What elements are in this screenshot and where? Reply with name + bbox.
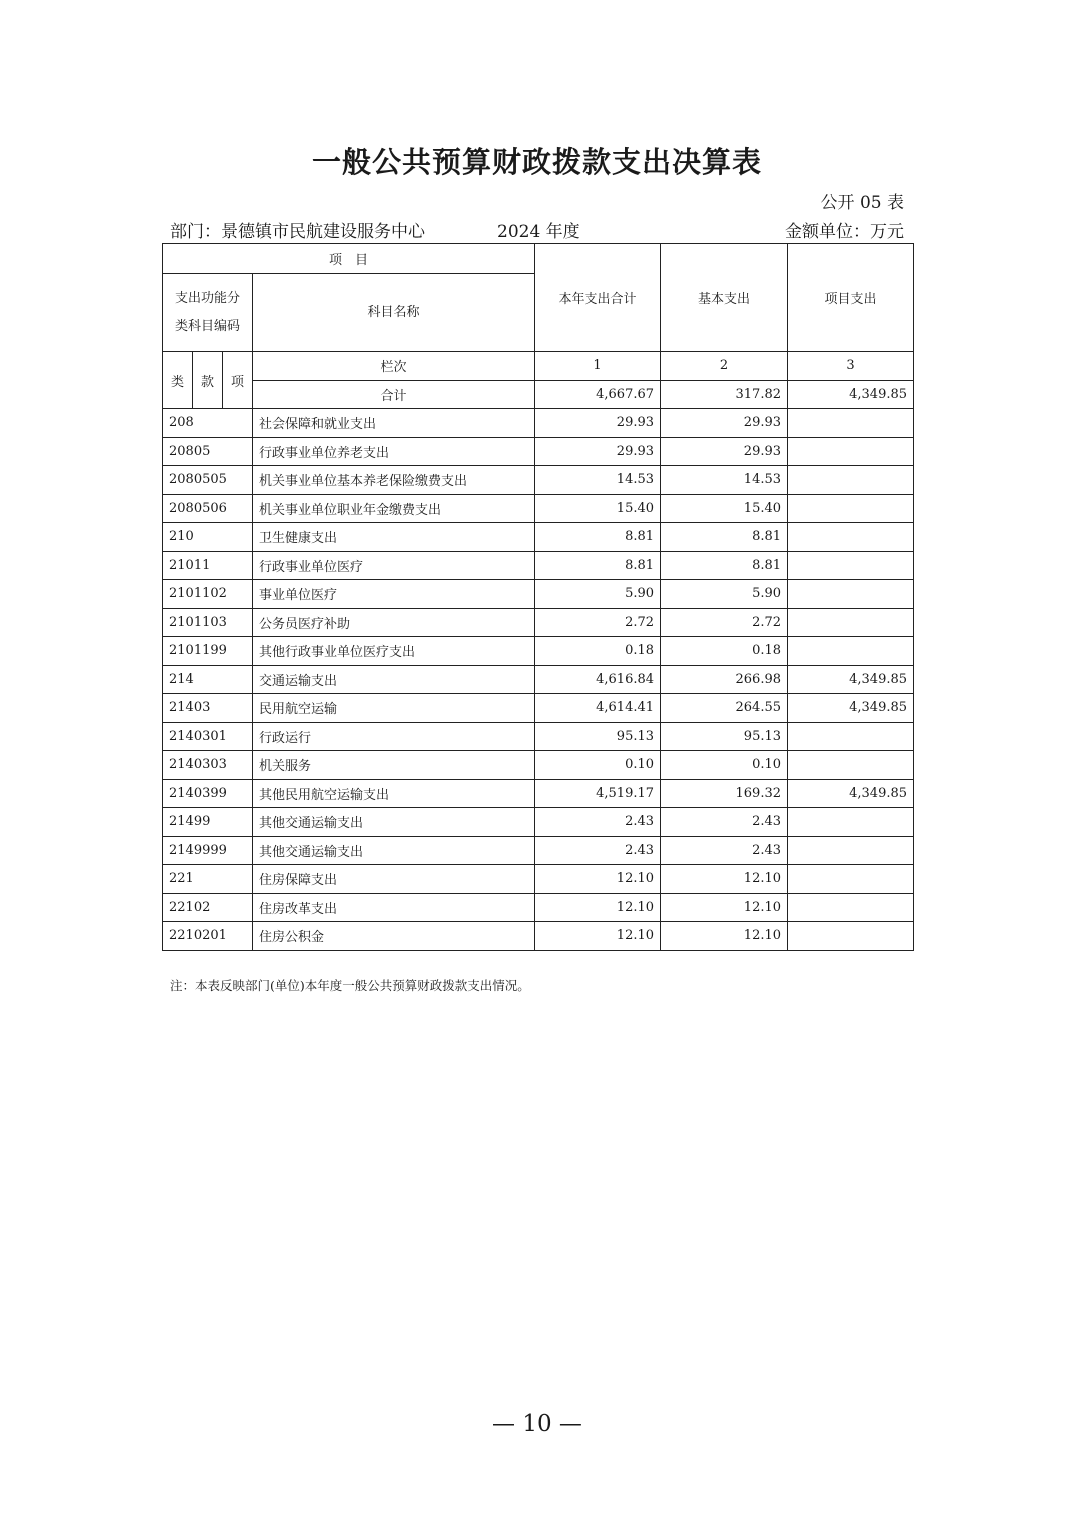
row-name: 行政事业单位医疗 — [253, 551, 535, 580]
row-name: 机关服务 — [253, 751, 535, 780]
row-name: 行政事业单位养老支出 — [253, 437, 535, 466]
row-total: 29.93 — [535, 437, 661, 466]
row-basic: 14.53 — [661, 466, 788, 495]
table-row — [163, 466, 914, 495]
row-name: 住房公积金 — [253, 922, 535, 951]
table-row — [163, 694, 914, 723]
table-row — [163, 779, 914, 808]
row-basic: 5.90 — [661, 580, 788, 609]
header-lei: 类 — [163, 352, 193, 409]
row-total: 29.93 — [535, 409, 661, 438]
row-code: 21403 — [163, 694, 253, 723]
total-project: 4,349.85 — [788, 380, 914, 409]
table-note: 注：本表反映部门(单位)本年度一般公共预算财政拨款支出情况。 — [170, 978, 530, 993]
row-code: 2140301 — [163, 722, 253, 751]
row-name: 其他行政事业单位医疗支出 — [253, 637, 535, 666]
row-project — [788, 494, 914, 523]
amount-unit: 金额单位：万元 — [785, 222, 904, 242]
table-row — [163, 523, 914, 552]
total-label: 合计 — [253, 380, 535, 409]
row-project — [788, 437, 914, 466]
row-total: 5.90 — [535, 580, 661, 609]
row-name: 交通运输支出 — [253, 665, 535, 694]
row-project — [788, 893, 914, 922]
row-basic: 12.10 — [661, 922, 788, 951]
row-code: 21499 — [163, 808, 253, 837]
total-basic: 317.82 — [661, 380, 788, 409]
row-name: 机关事业单位职业年金缴费支出 — [253, 494, 535, 523]
expenditure-table — [162, 243, 914, 951]
row-total: 4,519.17 — [535, 779, 661, 808]
row-project — [788, 751, 914, 780]
row-project — [788, 580, 914, 609]
row-basic: 0.18 — [661, 637, 788, 666]
header-name: 科目名称 — [253, 274, 535, 352]
row-basic: 12.10 — [661, 893, 788, 922]
header-kuan: 款 — [193, 352, 223, 409]
header-item: 项 目 — [163, 244, 535, 274]
row-name: 其他民用航空运输支出 — [253, 779, 535, 808]
row-code: 22102 — [163, 893, 253, 922]
row-code: 2101102 — [163, 580, 253, 609]
row-total: 12.10 — [535, 922, 661, 951]
table-row — [163, 893, 914, 922]
row-project — [788, 836, 914, 865]
row-name: 行政运行 — [253, 722, 535, 751]
row-project: 4,349.85 — [788, 779, 914, 808]
row-name: 卫生健康支出 — [253, 523, 535, 552]
department-label: 部门：景德镇市民航建设服务中心 — [170, 222, 425, 242]
row-code: 20805 — [163, 437, 253, 466]
header-basic: 基本支出 — [661, 244, 788, 352]
row-name: 社会保障和就业支出 — [253, 409, 535, 438]
row-project — [788, 608, 914, 637]
row-basic: 95.13 — [661, 722, 788, 751]
row-code: 21011 — [163, 551, 253, 580]
row-project — [788, 637, 914, 666]
table-row — [163, 922, 914, 951]
table-row — [163, 437, 914, 466]
row-basic: 29.93 — [661, 409, 788, 438]
row-total: 14.53 — [535, 466, 661, 495]
row-basic: 8.81 — [661, 551, 788, 580]
header-code-group: 支出功能分类科目编码 — [163, 274, 253, 352]
row-basic: 266.98 — [661, 665, 788, 694]
row-code: 208 — [163, 409, 253, 438]
row-name: 公务员医疗补助 — [253, 608, 535, 637]
table-row — [163, 551, 914, 580]
table-row — [163, 808, 914, 837]
column-number-2: 2 — [661, 352, 788, 381]
total-row — [163, 380, 914, 409]
row-code: 2080505 — [163, 466, 253, 495]
row-project — [788, 722, 914, 751]
row-total: 2.43 — [535, 836, 661, 865]
row-code: 2101199 — [163, 637, 253, 666]
row-name: 民用航空运输 — [253, 694, 535, 723]
table-row — [163, 409, 914, 438]
row-name: 机关事业单位基本养老保险缴费支出 — [253, 466, 535, 495]
row-total: 8.81 — [535, 523, 661, 552]
row-basic: 29.93 — [661, 437, 788, 466]
row-basic: 2.43 — [661, 808, 788, 837]
row-project — [788, 865, 914, 894]
column-number-3: 3 — [788, 352, 914, 381]
page-number: — 10 — — [492, 1411, 582, 1437]
row-project: 4,349.85 — [788, 694, 914, 723]
row-code: 2210201 — [163, 922, 253, 951]
row-basic: 15.40 — [661, 494, 788, 523]
row-basic: 2.43 — [661, 836, 788, 865]
row-code: 2149999 — [163, 836, 253, 865]
row-total: 95.13 — [535, 722, 661, 751]
row-total: 2.72 — [535, 608, 661, 637]
table-row — [163, 494, 914, 523]
row-name: 其他交通运输支出 — [253, 836, 535, 865]
row-basic: 8.81 — [661, 523, 788, 552]
row-total: 12.10 — [535, 865, 661, 894]
row-total: 12.10 — [535, 893, 661, 922]
row-project — [788, 466, 914, 495]
row-code: 2140399 — [163, 779, 253, 808]
table-row — [163, 665, 914, 694]
row-code: 214 — [163, 665, 253, 694]
row-total: 4,616.84 — [535, 665, 661, 694]
row-code: 221 — [163, 865, 253, 894]
row-total: 0.18 — [535, 637, 661, 666]
row-project: 4,349.85 — [788, 665, 914, 694]
row-total: 0.10 — [535, 751, 661, 780]
table-row — [163, 865, 914, 894]
fiscal-year: 2024 年度 — [497, 222, 580, 242]
row-total: 15.40 — [535, 494, 661, 523]
table-row — [163, 608, 914, 637]
row-project — [788, 409, 914, 438]
table-row — [163, 580, 914, 609]
header-xiang: 项 — [223, 352, 253, 409]
page-title: 一般公共预算财政拨款支出决算表 — [311, 145, 762, 179]
row-total: 4,614.41 — [535, 694, 661, 723]
row-code: 210 — [163, 523, 253, 552]
row-basic: 2.72 — [661, 608, 788, 637]
row-project — [788, 922, 914, 951]
row-name: 事业单位医疗 — [253, 580, 535, 609]
row-project — [788, 808, 914, 837]
total-amount: 4,667.67 — [535, 380, 661, 409]
row-name: 住房保障支出 — [253, 865, 535, 894]
row-name: 住房改革支出 — [253, 893, 535, 922]
header-lanci: 栏次 — [253, 352, 535, 381]
header-project: 项目支出 — [788, 244, 914, 352]
row-code: 2140303 — [163, 751, 253, 780]
table-row — [163, 751, 914, 780]
row-basic: 12.10 — [661, 865, 788, 894]
row-name: 其他交通运输支出 — [253, 808, 535, 837]
row-total: 2.43 — [535, 808, 661, 837]
row-basic: 264.55 — [661, 694, 788, 723]
column-number-1: 1 — [535, 352, 661, 381]
row-project — [788, 551, 914, 580]
table-row — [163, 637, 914, 666]
table-row — [163, 836, 914, 865]
row-project — [788, 523, 914, 552]
row-code: 2101103 — [163, 608, 253, 637]
table-row — [163, 722, 914, 751]
row-basic: 169.32 — [661, 779, 788, 808]
header-total: 本年支出合计 — [535, 244, 661, 352]
row-total: 8.81 — [535, 551, 661, 580]
table-number: 公开 05 表 — [820, 193, 904, 213]
row-basic: 0.10 — [661, 751, 788, 780]
row-code: 2080506 — [163, 494, 253, 523]
